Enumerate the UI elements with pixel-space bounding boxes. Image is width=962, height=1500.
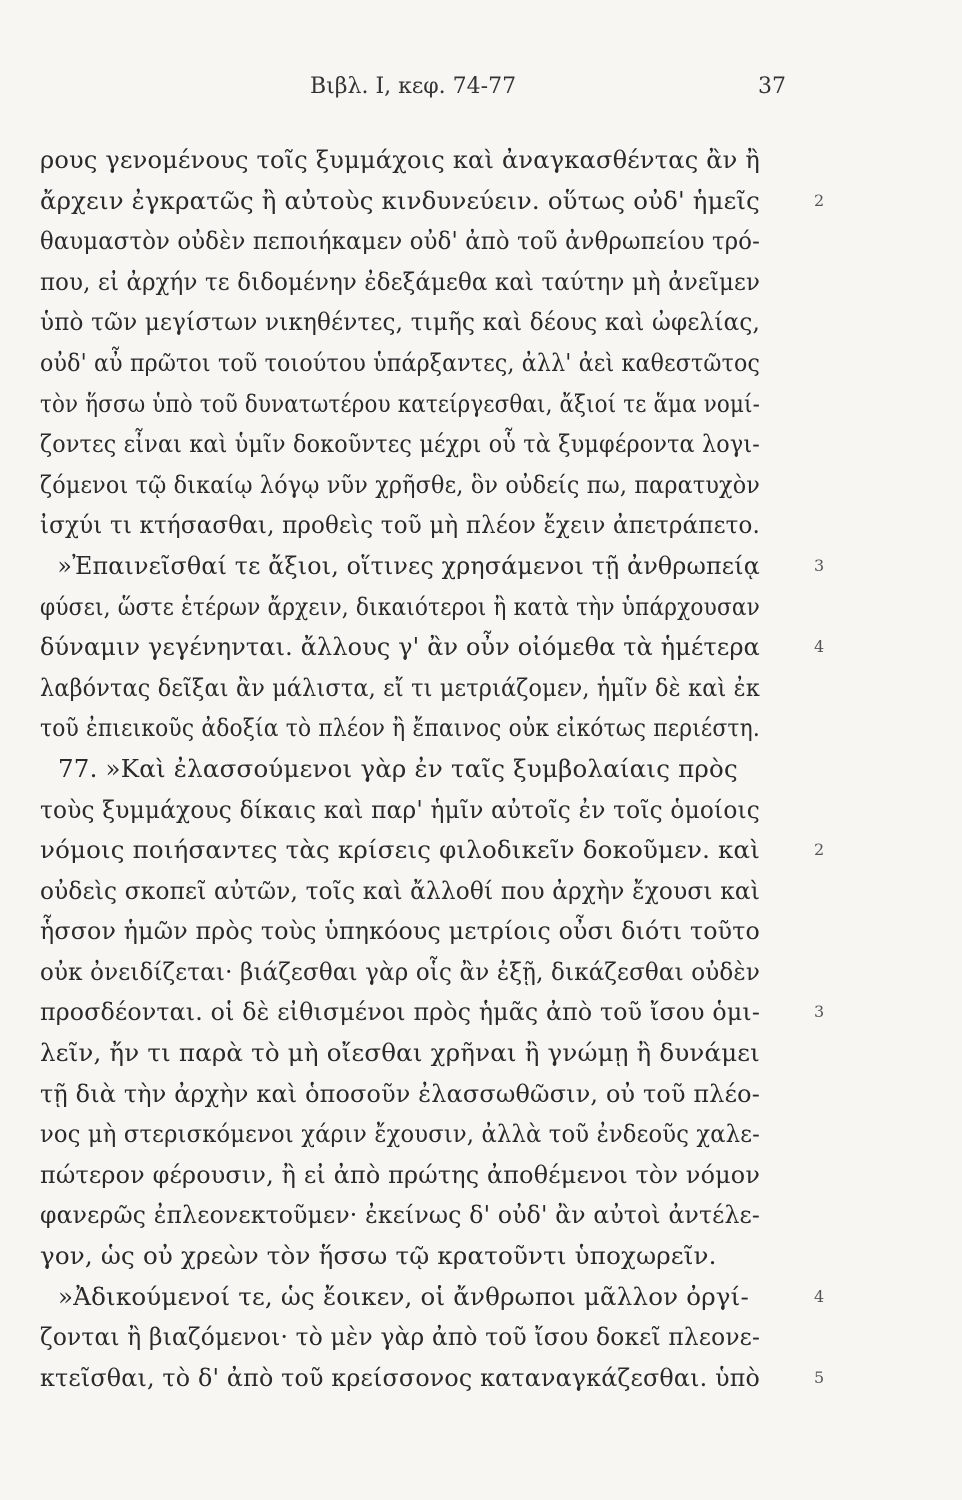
line-text: οὐδ' αὖ πρῶτοι τοῦ τοιούτου ὑπάρξαντες, ἀλλ' ἀεὶ καθεστῶτος xyxy=(40,347,761,377)
text-line xyxy=(40,302,800,343)
margin-section-number: 4 xyxy=(814,637,825,657)
line-text: τοῦ ἐπιεικοῦς ἀδοξία τὸ πλέον ἢ ἔπαινος οὐκ εἰκότως περιέστη. xyxy=(40,713,761,743)
text-line xyxy=(40,1195,800,1236)
text-line xyxy=(40,546,825,587)
text-line xyxy=(40,424,800,465)
line-text: λεῖν, ἤν τι παρὰ τὸ μὴ οἴεσθαι χρῆναι ἢ γνώμῃ ἢ δυνάμει xyxy=(40,1038,760,1068)
line-text: ἧσσον ἡμῶν πρὸς τοὺς ὑπηκόους μετρίοις οὖσι διότι τοῦτο xyxy=(40,916,760,946)
text-line xyxy=(40,181,825,222)
line-text: λαβόντας δεῖξαι ἂν μάλιστα, εἴ τι μετριάζομεν, ἡμῖν δὲ καὶ ἐκ xyxy=(40,672,760,702)
line-text: »Ἐπαινεῖσθαί τε ἄξιοι, οἵτινες χρησάμενοι τῇ ἀνθρωπείᾳ xyxy=(57,550,760,580)
line-text: κτεῖσθαι, τὸ δ' ἀπὸ τοῦ κρείσσονος καταναγκάζεσθαι. ὑπὸ xyxy=(40,1362,760,1392)
line-text: φανερῶς ἐπλεονεκτοῦμεν· ἐκείνως δ' οὐδ' ἂν αὐτοὶ ἀντέλε- xyxy=(40,1200,761,1230)
text-line xyxy=(40,343,800,384)
line-text: δύναμιν γεγένηνται. ἄλλους γ' ἂν οὖν οἰόμεθα τὰ ἡμέτερα xyxy=(40,632,761,662)
text-line xyxy=(40,952,800,993)
text-line xyxy=(40,668,800,709)
line-text: οὐδεὶς σκοπεῖ αὐτῶν, τοῖς καὶ ἄλλοθί που ἀρχὴν ἔχουσι καὶ xyxy=(40,875,760,905)
text-line xyxy=(40,262,800,303)
page-number: 37 xyxy=(758,74,786,99)
line-text: γον, ὡς οὐ χρεὼν τὸν ἥσσω τῷ κρατοῦντι ὑποχωρεῖν. xyxy=(40,1241,717,1271)
text-line xyxy=(40,749,800,790)
text-body xyxy=(40,140,825,1398)
text-line xyxy=(40,1074,800,1115)
text-line xyxy=(40,708,800,749)
text-line xyxy=(40,1277,825,1318)
text-line xyxy=(40,465,800,506)
text-line xyxy=(40,1236,800,1277)
text-line xyxy=(40,587,800,628)
line-text: ἄρχειν ἐγκρατῶς ἢ αὐτοὺς κινδυνεύειν. οὕτως οὐδ' ἡμεῖς xyxy=(40,185,761,215)
text-line xyxy=(40,830,825,871)
text-line xyxy=(40,1358,825,1399)
running-title: Βιβλ. I, κεφ. 74-77 xyxy=(310,74,517,99)
text-line xyxy=(40,1033,800,1074)
text-line xyxy=(40,140,800,181)
text-line xyxy=(40,1155,800,1196)
text-line xyxy=(40,790,800,831)
margin-section-number: 4 xyxy=(814,1286,825,1306)
line-text: ζόμενοι τῷ δικαίῳ λόγῳ νῦν χρῆσθε, ὃν οὐδείς πω, παρατυχὸν xyxy=(40,469,760,499)
line-text: που, εἰ ἀρχήν τε διδομένην ἐδεξάμεθα καὶ ταύτην μὴ ἀνεῖμεν xyxy=(40,266,761,296)
line-text: προσδέονται. οἱ δὲ εἰθισμένοι πρὸς ἡμᾶς ἀπὸ τοῦ ἴσου ὁμι- xyxy=(40,997,761,1027)
text-line xyxy=(40,871,800,912)
margin-section-number: 3 xyxy=(814,555,825,575)
line-text: ζοντες εἶναι καὶ ὑμῖν δοκοῦντες μέχρι οὗ τὰ ξυμφέροντα λογι- xyxy=(40,429,760,459)
line-text: ἰσχύι τι κτήσασθαι, προθεὶς τοῦ μὴ πλέον ἔχειν ἀπετράπετο. xyxy=(40,510,761,540)
text-line xyxy=(40,221,800,262)
margin-section-number: 3 xyxy=(814,1002,825,1022)
margin-section-number: 2 xyxy=(814,840,825,860)
text-line xyxy=(40,505,800,546)
text-line xyxy=(40,911,800,952)
line-text: ὑπὸ τῶν μεγίστων νικηθέντες, τιμῆς καὶ δέους καὶ ὠφελίας, xyxy=(40,307,760,337)
running-head xyxy=(0,74,962,108)
margin-section-number: 2 xyxy=(814,190,825,210)
line-text: νόμοις ποιήσαντες τὰς κρίσεις φιλοδικεῖν δοκοῦμεν. καὶ xyxy=(40,835,761,865)
line-text: ζονται ἢ βιαζόμενοι· τὸ μὲν γὰρ ἀπὸ τοῦ ἴσου δοκεῖ πλεονε- xyxy=(40,1322,761,1352)
line-text: πώτερον φέρουσιν, ἢ εἰ ἀπὸ πρώτης ἀποθέμενοι τὸν νόμον xyxy=(40,1159,761,1189)
line-text: νος μὴ στερισκόμενοι χάριν ἔχουσιν, ἀλλὰ τοῦ ἐνδεοῦς χαλε- xyxy=(40,1119,760,1149)
line-text: θαυμαστὸν οὐδὲν πεποιήκαμεν οὐδ' ἀπὸ τοῦ ἀνθρωπείου τρό- xyxy=(40,226,760,256)
text-line xyxy=(40,384,800,425)
text-line xyxy=(40,1114,800,1155)
line-text: τοὺς ξυμμάχους δίκαις καὶ παρ' ἡμῖν αὐτοῖς ἐν τοῖς ὁμοίοις xyxy=(40,794,761,824)
text-line xyxy=(40,992,825,1033)
margin-section-number: 5 xyxy=(814,1367,825,1387)
line-text: ρους γενομένους τοῖς ξυμμάχοις καὶ ἀναγκασθέντας ἂν ἢ xyxy=(40,145,760,174)
line-text: »Ἀδικούμενοί τε, ὡς ἔοικεν, οἱ ἄνθρωποι μᾶλλον ὀργί- xyxy=(58,1281,749,1311)
line-text: τῇ διὰ τὴν ἀρχὴν καὶ ὁποσοῦν ἐλασσωθῶσιν, οὐ τοῦ πλέο- xyxy=(40,1078,760,1108)
line-text: οὐκ ὀνειδίζεται· βιάζεσθαι γὰρ οἷς ἂν ἐξῇ, δικάζεσθαι οὐδὲν xyxy=(40,956,760,986)
text-line xyxy=(40,627,825,668)
line-text: 77. »Καὶ ἐλασσούμενοι γὰρ ἐν ταῖς ξυμβολαίαις πρὸς xyxy=(58,753,738,783)
text-line xyxy=(40,1317,800,1358)
line-text: τὸν ἥσσω ὑπὸ τοῦ δυνατωτέρου κατείργεσθαι, ἄξιοί τε ἅμα νομί- xyxy=(40,388,761,418)
line-text: φύσει, ὥστε ἑτέρων ἄρχειν, δικαιότεροι ἢ κατὰ τὴν ὑπάρχουσαν xyxy=(40,591,761,621)
